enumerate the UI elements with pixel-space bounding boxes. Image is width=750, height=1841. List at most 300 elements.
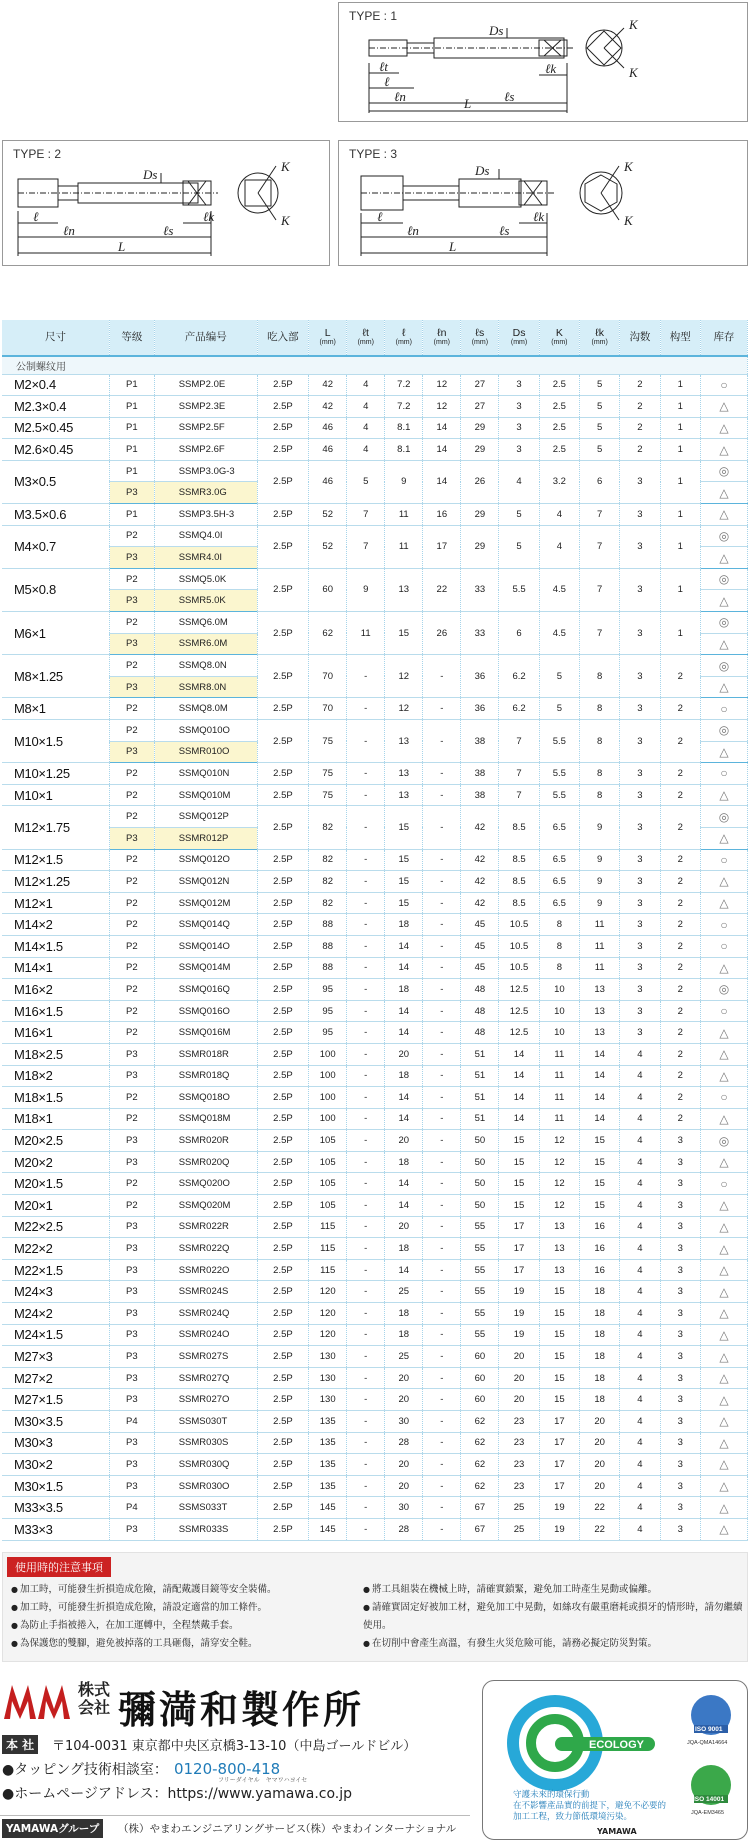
stock-cell: ◎ (700, 806, 747, 828)
value-cell-k: 2.5 (539, 439, 579, 461)
value-cell-lt: - (347, 849, 385, 871)
table-row (2, 1324, 748, 1346)
value-cell-k: 10 (539, 1022, 579, 1044)
value-cell-lk: 15 (580, 1173, 620, 1195)
group-bar (0, 1815, 470, 1837)
part-number-cell: SSMS033T (154, 1497, 257, 1519)
part-number-cell: SSMQ014Q (154, 914, 257, 936)
value-cell-ln: - (423, 1281, 461, 1303)
value-cell-k: 11 (539, 1108, 579, 1130)
value-cell-L: 135 (309, 1454, 347, 1476)
table-row (2, 784, 748, 806)
caution-item: ● 在切削中會產生高溫，有發生火災危險可能，請務必擬定防災對策。 (363, 1635, 743, 1653)
value-cell-c: 2.5P (257, 1389, 308, 1411)
value-cell-lk: 8 (580, 763, 620, 785)
value-cell-lt: - (347, 655, 385, 698)
value-cell-k: 13 (539, 1238, 579, 1260)
value-cell-lk: 5 (580, 396, 620, 418)
value-cell-L: 120 (309, 1281, 347, 1303)
grade-cell: P2 (109, 892, 154, 914)
value-cell-lt: - (347, 1303, 385, 1325)
value-cell-ds: 15 (499, 1151, 539, 1173)
part-number-cell: SSMR022R (154, 1216, 257, 1238)
value-cell-l: 15 (385, 806, 423, 849)
value-cell-L: 105 (309, 1173, 347, 1195)
part-number-cell: SSMQ010M (154, 784, 257, 806)
value-cell-ds: 6 (499, 612, 539, 655)
table-row (2, 460, 748, 482)
value-cell-f: 2 (620, 374, 660, 396)
size-cell: M14×1 (2, 957, 109, 979)
value-cell-l: 14 (385, 1259, 423, 1281)
value-cell-ds: 14 (499, 1108, 539, 1130)
value-cell-k: 8 (539, 935, 579, 957)
value-cell-ls: 27 (461, 374, 499, 396)
value-cell-lk: 18 (580, 1324, 620, 1346)
type3-l: ℓ (377, 209, 383, 224)
value-cell-lk: 15 (580, 1151, 620, 1173)
value-cell-lk: 6 (580, 460, 620, 503)
value-cell-c: 2.5P (257, 1346, 308, 1368)
part-number-cell: SSMR8.0N (154, 676, 257, 698)
value-cell-lt: - (347, 1087, 385, 1109)
value-cell-ds: 8.5 (499, 849, 539, 871)
value-cell-l: 28 (385, 1432, 423, 1454)
value-cell-lk: 16 (580, 1259, 620, 1281)
value-cell-lk: 13 (580, 979, 620, 1001)
size-cell: M18×2.5 (2, 1043, 109, 1065)
value-cell-l: 15 (385, 892, 423, 914)
type2-k1: K (281, 159, 290, 174)
grade-cell: P2 (109, 1000, 154, 1022)
grade-cell: P3 (109, 1346, 154, 1368)
grade-cell: P2 (109, 525, 154, 547)
value-cell-k: 11 (539, 1043, 579, 1065)
value-cell-t: 1 (660, 396, 700, 418)
value-cell-lk: 9 (580, 849, 620, 871)
value-cell-f: 4 (620, 1389, 660, 1411)
header-cell: ℓ (mm) (385, 320, 423, 356)
value-cell-lt: - (347, 1367, 385, 1389)
value-cell-ds: 23 (499, 1475, 539, 1497)
value-cell-t: 3 (660, 1346, 700, 1368)
size-cell: M10×1.5 (2, 720, 109, 763)
grade-cell: P3 (109, 827, 154, 849)
value-cell-l: 28 (385, 1518, 423, 1540)
value-cell-l: 20 (385, 1475, 423, 1497)
value-cell-l: 13 (385, 568, 423, 611)
value-cell-l: 12 (385, 655, 423, 698)
grade-cell: P3 (109, 633, 154, 655)
grade-cell: P2 (109, 849, 154, 871)
value-cell-ls: 55 (461, 1281, 499, 1303)
value-cell-ls: 67 (461, 1497, 499, 1519)
value-cell-c: 2.5P (257, 396, 308, 418)
value-cell-c: 2.5P (257, 871, 308, 893)
website-url[interactable]: https://www.yamawa.co.jp (167, 1786, 353, 1802)
value-cell-lt: - (347, 698, 385, 720)
value-cell-c: 2.5P (257, 655, 308, 698)
table-row (2, 525, 748, 547)
type1-k1: K (629, 17, 638, 32)
type3-ln: ℓn (407, 223, 419, 238)
value-cell-t: 2 (660, 957, 700, 979)
type3-ls: ℓs (499, 223, 510, 238)
value-cell-L: 70 (309, 655, 347, 698)
value-cell-c: 2.5P (257, 1087, 308, 1109)
value-cell-t: 3 (660, 1281, 700, 1303)
grade-cell: P3 (109, 1454, 154, 1476)
value-cell-ls: 60 (461, 1389, 499, 1411)
size-cell: M30×1.5 (2, 1475, 109, 1497)
value-cell-t: 3 (660, 1475, 700, 1497)
value-cell-c: 2.5P (257, 1000, 308, 1022)
value-cell-f: 3 (620, 460, 660, 503)
value-cell-L: 42 (309, 396, 347, 418)
value-cell-lt: - (347, 720, 385, 763)
size-cell: M24×3 (2, 1281, 109, 1303)
part-number-cell: SSMR020R (154, 1130, 257, 1152)
type2-l: ℓ (33, 209, 39, 224)
grade-cell: P2 (109, 1108, 154, 1130)
value-cell-f: 3 (620, 892, 660, 914)
size-cell: M30×3 (2, 1432, 109, 1454)
value-cell-c: 2.5P (257, 1454, 308, 1476)
value-cell-t: 3 (660, 1389, 700, 1411)
size-cell: M18×1.5 (2, 1087, 109, 1109)
value-cell-lt: - (347, 1475, 385, 1497)
hq-address: 〒104-0031 東京都中央区京橋3-13-10（中島ゴールドビル） (52, 1739, 417, 1754)
stock-cell: ○ (700, 763, 747, 785)
stock-cell: △ (700, 504, 747, 526)
value-cell-lt: - (347, 1346, 385, 1368)
value-cell-t: 2 (660, 1043, 700, 1065)
grade-cell: P3 (109, 547, 154, 569)
value-cell-t: 2 (660, 935, 700, 957)
grade-cell: P3 (109, 1281, 154, 1303)
value-cell-L: 100 (309, 1108, 347, 1130)
value-cell-ln: - (423, 1173, 461, 1195)
value-cell-ln: - (423, 1454, 461, 1476)
stock-cell: △ (700, 1281, 747, 1303)
value-cell-l: 20 (385, 1130, 423, 1152)
value-cell-L: 60 (309, 568, 347, 611)
value-cell-l: 20 (385, 1389, 423, 1411)
value-cell-c: 2.5P (257, 1281, 308, 1303)
part-number-cell: SSMR010O (154, 741, 257, 763)
value-cell-L: 135 (309, 1411, 347, 1433)
value-cell-f: 3 (620, 612, 660, 655)
table-row (2, 655, 748, 677)
value-cell-ln: - (423, 1195, 461, 1217)
value-cell-lk: 8 (580, 698, 620, 720)
value-cell-f: 3 (620, 806, 660, 849)
value-cell-l: 20 (385, 1216, 423, 1238)
grade-cell: P3 (109, 1475, 154, 1497)
value-cell-lk: 7 (580, 504, 620, 526)
part-number-cell: SSMQ6.0M (154, 612, 257, 634)
grade-cell: P1 (109, 396, 154, 418)
value-cell-ls: 62 (461, 1411, 499, 1433)
value-cell-l: 14 (385, 1195, 423, 1217)
caution-item: ● 為防止手指被捲入，在加工運轉中，全程禁戴手套。 (11, 1617, 351, 1635)
stock-cell: ◎ (700, 568, 747, 590)
grade-cell: P2 (109, 568, 154, 590)
part-number-cell: SSMP2.0E (154, 374, 257, 396)
grade-cell: P3 (109, 1130, 154, 1152)
value-cell-lk: 7 (580, 568, 620, 611)
value-cell-lt: - (347, 1259, 385, 1281)
value-cell-ln: - (423, 784, 461, 806)
value-cell-t: 2 (660, 720, 700, 763)
value-cell-lk: 22 (580, 1518, 620, 1540)
header-cell: 产品编号 (154, 320, 257, 356)
header-cell: 沟数 (620, 320, 660, 356)
table-row (2, 957, 748, 979)
stock-cell: △ (700, 439, 747, 461)
value-cell-lk: 13 (580, 1022, 620, 1044)
value-cell-L: 62 (309, 612, 347, 655)
caution-list-left (11, 1581, 351, 1653)
value-cell-lt: - (347, 935, 385, 957)
table-body (2, 356, 748, 1540)
value-cell-t: 2 (660, 871, 700, 893)
value-cell-k: 12 (539, 1195, 579, 1217)
part-number-cell: SSMR3.0G (154, 482, 257, 504)
stock-cell: △ (700, 741, 747, 763)
value-cell-lk: 9 (580, 871, 620, 893)
value-cell-lt: - (347, 979, 385, 1001)
value-cell-ds: 8.5 (499, 892, 539, 914)
value-cell-k: 2.5 (539, 417, 579, 439)
stock-cell: ◎ (700, 612, 747, 634)
value-cell-c: 2.5P (257, 460, 308, 503)
value-cell-ln: - (423, 914, 461, 936)
value-cell-t: 2 (660, 1000, 700, 1022)
value-cell-ls: 55 (461, 1216, 499, 1238)
size-cell: M22×2.5 (2, 1216, 109, 1238)
value-cell-lt: - (347, 1108, 385, 1130)
value-cell-lk: 11 (580, 957, 620, 979)
type1-lk: ℓk (545, 61, 557, 76)
value-cell-k: 17 (539, 1432, 579, 1454)
part-number-cell: SSMR022Q (154, 1238, 257, 1260)
size-cell: M27×1.5 (2, 1389, 109, 1411)
part-number-cell: SSMR033S (154, 1518, 257, 1540)
value-cell-l: 14 (385, 957, 423, 979)
grade-cell: P3 (109, 1065, 154, 1087)
stock-cell: △ (700, 547, 747, 569)
part-number-cell: SSMR018Q (154, 1065, 257, 1087)
free-dial[interactable]: 0120-800-418 (173, 1760, 281, 1778)
type1-ln: ℓn (394, 89, 406, 104)
grade-cell: P2 (109, 1173, 154, 1195)
size-cell: M2.3×0.4 (2, 396, 109, 418)
value-cell-lt: - (347, 763, 385, 785)
table-row (2, 1130, 748, 1152)
grade-cell: P3 (109, 1432, 154, 1454)
value-cell-ds: 3 (499, 417, 539, 439)
type1-label: TYPE : 1 (349, 9, 398, 23)
grade-cell: P3 (109, 1518, 154, 1540)
value-cell-t: 1 (660, 568, 700, 611)
value-cell-ds: 3 (499, 439, 539, 461)
company-block (0, 1675, 470, 1840)
value-cell-ds: 12.5 (499, 1022, 539, 1044)
value-cell-lt: - (347, 1518, 385, 1540)
website: ●ホームページアドレス：https://www.yamawa.co.jp (2, 1786, 353, 1802)
value-cell-c: 2.5P (257, 698, 308, 720)
value-cell-f: 4 (620, 1151, 660, 1173)
value-cell-ln: - (423, 1518, 461, 1540)
value-cell-f: 3 (620, 935, 660, 957)
part-number-cell: SSMQ4.0I (154, 525, 257, 547)
table-row (2, 1497, 748, 1519)
value-cell-lk: 5 (580, 374, 620, 396)
table-row (2, 1022, 748, 1044)
value-cell-ds: 4 (499, 460, 539, 503)
value-cell-c: 2.5P (257, 1324, 308, 1346)
value-cell-f: 4 (620, 1281, 660, 1303)
table-row (2, 892, 748, 914)
grade-cell: P1 (109, 374, 154, 396)
value-cell-k: 10 (539, 1000, 579, 1022)
value-cell-k: 15 (539, 1281, 579, 1303)
value-cell-lt: 4 (347, 417, 385, 439)
value-cell-k: 19 (539, 1497, 579, 1519)
value-cell-ds: 15 (499, 1195, 539, 1217)
type2-diagram (2, 140, 330, 266)
grade-cell: P2 (109, 979, 154, 1001)
value-cell-lt: 4 (347, 374, 385, 396)
table-row (2, 568, 748, 590)
value-cell-ls: 42 (461, 871, 499, 893)
table-row (2, 504, 748, 526)
grade-cell: P4 (109, 1411, 154, 1433)
value-cell-f: 3 (620, 720, 660, 763)
stock-cell: ◎ (700, 720, 747, 742)
table-row (2, 1518, 748, 1540)
stock-cell: △ (700, 633, 747, 655)
value-cell-l: 15 (385, 612, 423, 655)
value-cell-c: 2.5P (257, 525, 308, 568)
value-cell-L: 130 (309, 1367, 347, 1389)
free-dial-ruby: フリーダイヤル ヤマワハヨイセ (218, 1777, 308, 1784)
part-number-cell: SSMQ5.0K (154, 568, 257, 590)
value-cell-lt: - (347, 1216, 385, 1238)
grade-cell: P3 (109, 1367, 154, 1389)
header-cell: K (mm) (539, 320, 579, 356)
type3-L: L (449, 239, 457, 254)
value-cell-ls: 48 (461, 1000, 499, 1022)
caution-item: ● 請確實固定好被加工材，避免加工中晃動，如絲攻有嚴重磨耗或損牙的情形時，請勿繼續使用。 (363, 1599, 743, 1635)
value-cell-L: 105 (309, 1130, 347, 1152)
value-cell-l: 20 (385, 1043, 423, 1065)
value-cell-f: 4 (620, 1303, 660, 1325)
value-cell-c: 2.5P (257, 1043, 308, 1065)
value-cell-k: 8 (539, 957, 579, 979)
size-cell: M10×1 (2, 784, 109, 806)
stock-cell: ◎ (700, 460, 747, 482)
value-cell-t: 2 (660, 698, 700, 720)
table-row (2, 1367, 748, 1389)
value-cell-f: 4 (620, 1043, 660, 1065)
value-cell-ds: 7 (499, 784, 539, 806)
value-cell-f: 4 (620, 1108, 660, 1130)
header-cell: Ds (mm) (499, 320, 539, 356)
value-cell-ls: 36 (461, 698, 499, 720)
stock-cell: △ (700, 1324, 747, 1346)
value-cell-ls: 29 (461, 504, 499, 526)
value-cell-ln: 17 (423, 525, 461, 568)
value-cell-c: 2.5P (257, 374, 308, 396)
iso14001-code: JQA-EM3465 (691, 1810, 725, 1816)
stock-cell: △ (700, 827, 747, 849)
stock-cell: ○ (700, 374, 747, 396)
value-cell-t: 3 (660, 1151, 700, 1173)
value-cell-k: 4.5 (539, 568, 579, 611)
stock-cell: △ (700, 1065, 747, 1087)
stock-cell: △ (700, 784, 747, 806)
type1-drawing (339, 3, 749, 123)
part-number-cell: SSMS030T (154, 1411, 257, 1433)
value-cell-ln: - (423, 1411, 461, 1433)
value-cell-lk: 14 (580, 1087, 620, 1109)
value-cell-k: 15 (539, 1346, 579, 1368)
value-cell-ls: 50 (461, 1151, 499, 1173)
value-cell-lt: 4 (347, 439, 385, 461)
value-cell-t: 2 (660, 655, 700, 698)
part-number-cell: SSMR030O (154, 1475, 257, 1497)
value-cell-lk: 11 (580, 935, 620, 957)
value-cell-t: 3 (660, 1518, 700, 1540)
stock-cell: ◎ (700, 1130, 747, 1152)
table-row (2, 1195, 748, 1217)
value-cell-ln: - (423, 957, 461, 979)
value-cell-f: 3 (620, 784, 660, 806)
type3-k2: K (624, 213, 633, 228)
part-number-cell: SSMR027S (154, 1346, 257, 1368)
value-cell-c: 2.5P (257, 849, 308, 871)
ecology-badge: ECOLOGY (589, 1739, 645, 1751)
value-cell-ds: 6.2 (499, 698, 539, 720)
value-cell-c: 2.5P (257, 1022, 308, 1044)
value-cell-f: 4 (620, 1324, 660, 1346)
size-cell: M18×1 (2, 1108, 109, 1130)
size-cell: M12×1 (2, 892, 109, 914)
value-cell-ls: 51 (461, 1043, 499, 1065)
value-cell-l: 9 (385, 460, 423, 503)
size-cell: M24×1.5 (2, 1324, 109, 1346)
value-cell-ls: 38 (461, 763, 499, 785)
value-cell-ls: 29 (461, 417, 499, 439)
stock-cell: ○ (700, 849, 747, 871)
table-row (2, 1173, 748, 1195)
value-cell-ln: - (423, 655, 461, 698)
value-cell-ln: - (423, 1130, 461, 1152)
value-cell-t: 2 (660, 1065, 700, 1087)
value-cell-t: 2 (660, 1108, 700, 1130)
value-cell-L: 135 (309, 1432, 347, 1454)
part-number-cell: SSMP2.5F (154, 417, 257, 439)
value-cell-L: 100 (309, 1043, 347, 1065)
ecology-text: 守護未來的環保行動 在不影響產品實的前提下，避免不必要的 加工工程，致力節低環境污染。 (513, 1790, 667, 1822)
value-cell-ln: - (423, 1087, 461, 1109)
stock-cell: △ (700, 676, 747, 698)
value-cell-l: 13 (385, 763, 423, 785)
value-cell-lk: 18 (580, 1281, 620, 1303)
value-cell-ds: 10.5 (499, 914, 539, 936)
